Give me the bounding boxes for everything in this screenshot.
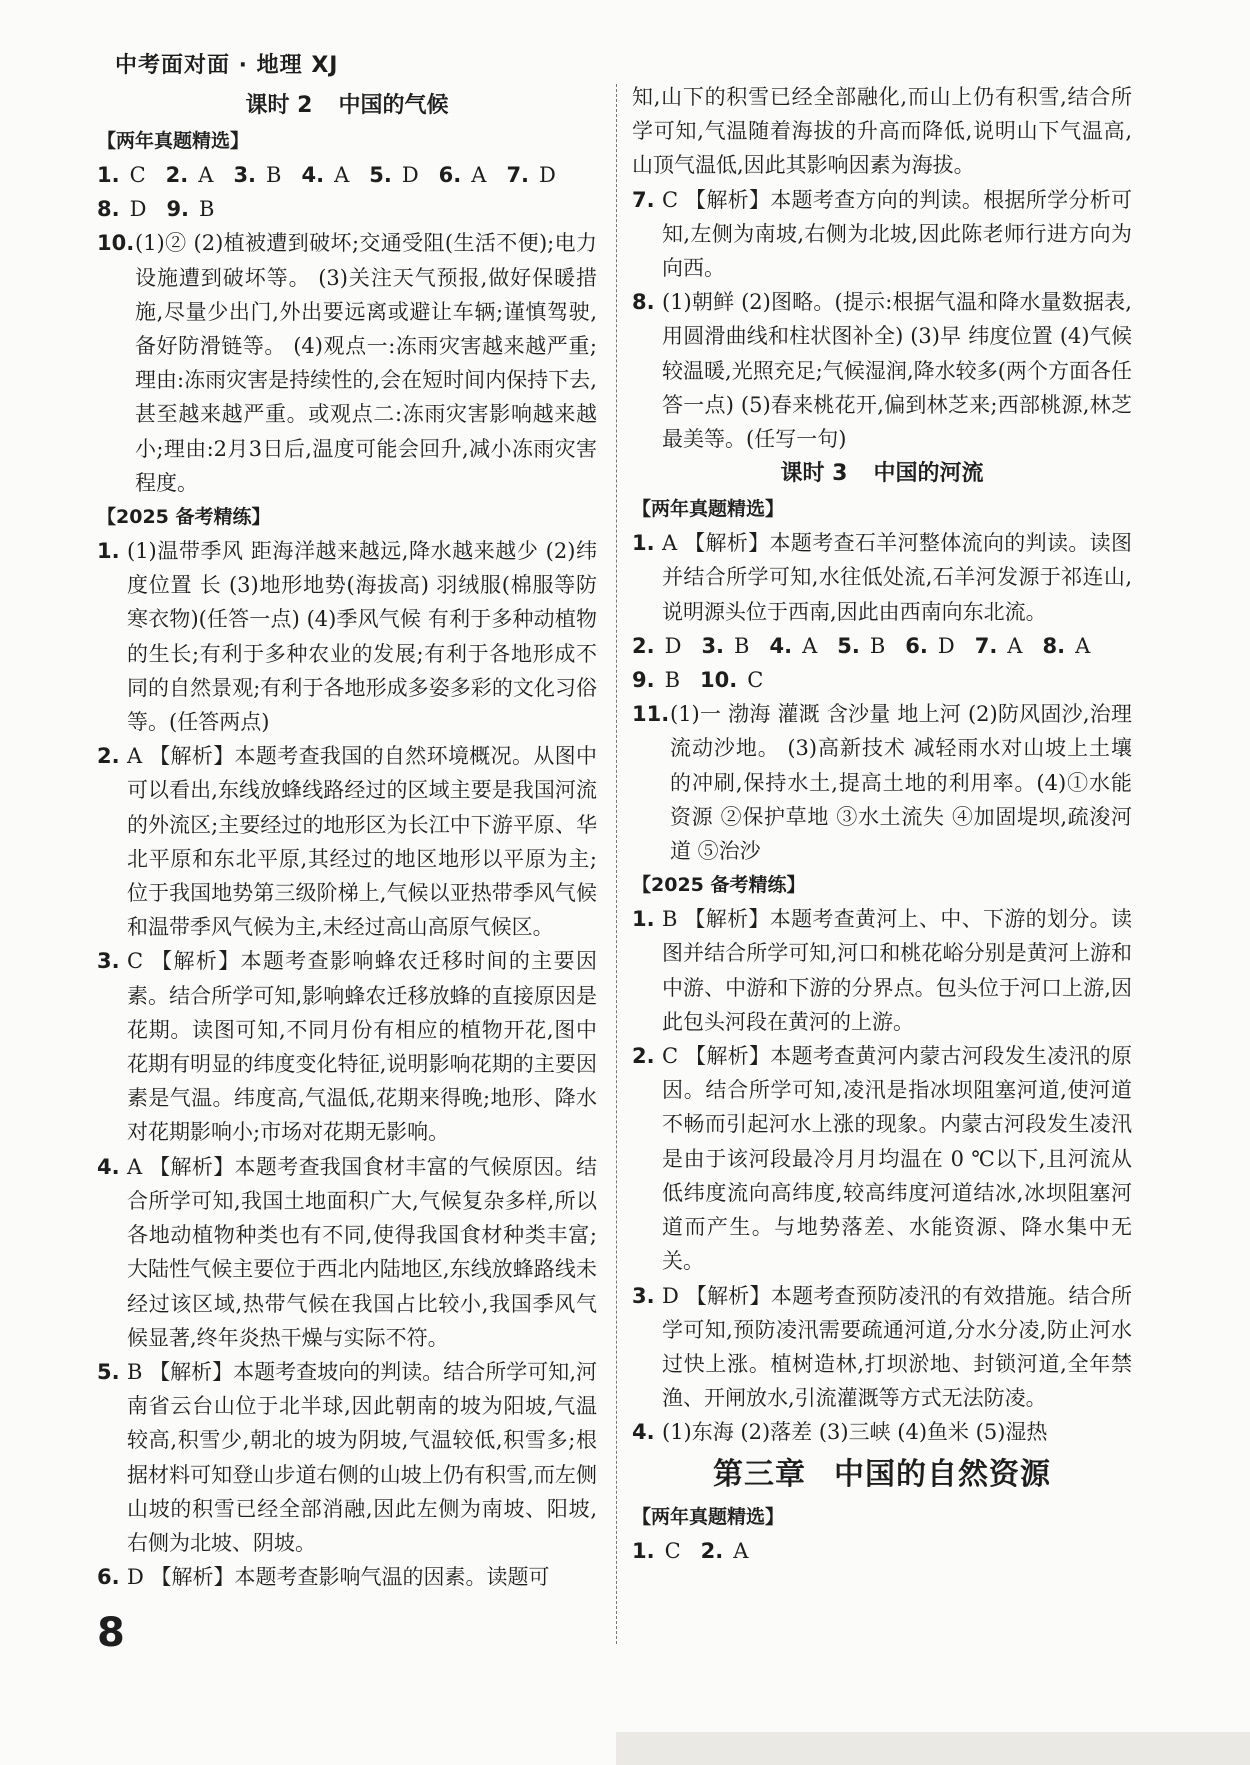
question-number: 3. <box>97 949 120 974</box>
answer-item: 7. D <box>506 163 556 187</box>
section-badge-practice: 【2025 备考精练】 <box>97 506 271 529</box>
column-divider <box>616 84 617 1644</box>
answer-item: 2. A <box>700 1538 749 1563</box>
answer-item: 5. B <box>837 633 886 658</box>
section-badge-past-exams: 【两年真题精选】 <box>97 130 250 152</box>
question-number: 1. <box>632 531 655 556</box>
question-number: 6. <box>97 1565 120 1590</box>
lesson-3-title <box>632 456 1132 492</box>
answer-text: (1)东海 (2)落差 (3)三峡 (4)鱼米 (5)湿热 <box>662 1420 1048 1445</box>
section-badge-past-exams: 【两年真题精选】 <box>632 498 785 521</box>
answer-item: 4. A <box>301 163 350 187</box>
question-number: 7. <box>632 187 655 212</box>
practice-question <box>632 285 1132 456</box>
question-number: 2. <box>97 744 120 769</box>
chapter-3-number: 第三章 <box>713 1456 806 1492</box>
answer-list <box>97 192 597 226</box>
answer-list <box>97 158 597 192</box>
answer-item: 6. A <box>438 163 487 187</box>
answer-text: B 【解析】本题考查坡向的判读。结合所学可知,河南省云台山位于北半球,因此朝南的坡为阳坡,气温较高,积雪少,朝北的坡为阴坡,气温较低,积雪多;根据材料可知登山步道右侧的山坡上仍有积雪,而左侧山坡的积雪已经全部消融,因此左侧为南坡、阳坡,右侧为北坡、阴坡。 <box>127 1359 597 1555</box>
practice-question <box>632 1039 1132 1278</box>
practice-question <box>97 944 597 1149</box>
answer-item: 7. A <box>974 633 1023 658</box>
answer-text: A 【解析】本题考查石羊河整体流向的判读。读图并结合所学可知,水往低处流,石羊河发源于祁连山,说明源头位于西南,因此由西南向东北流。 <box>662 531 1132 624</box>
practice-question <box>632 183 1132 286</box>
practice-question <box>97 739 597 944</box>
practice-question <box>97 1150 597 1355</box>
answer-text: D 【解析】本题考查影响气温的因素。读题可 <box>127 1565 550 1590</box>
question-number: 4. <box>632 1420 655 1445</box>
practice-question <box>632 1415 1132 1449</box>
page-number: 8 <box>97 1610 125 1656</box>
question-number: 8. <box>632 290 655 315</box>
question-number: 1. <box>632 907 655 932</box>
lesson-2-title <box>97 88 597 124</box>
answer-item: 9. B <box>166 197 215 222</box>
right-column <box>632 80 1132 1568</box>
question-number: 10. <box>97 231 135 256</box>
answer-item: 1. C <box>632 1538 681 1563</box>
answer-text: (1)② (2)植被遭到破坏;交通受阻(生活不便);电力设施遭到破坏等。 (3)关注天气预报,做好保暖措施,尽量少出门,外出要远离或避让车辆;谨慎驾驶,备好防滑链等。 (4)观点一:冻雨灾害越来越严重;理由:冻雨灾害是持续性的,会在短时间内保持下去,甚至越来越严重。或观点二:冻雨灾害影响越来越小;理由:2月3日后,温度可能会回升,减小冻雨灾害程度。 <box>135 231 597 495</box>
answer-item: 6. D <box>905 633 955 658</box>
question-number: 4. <box>97 1154 120 1179</box>
exam-question <box>632 526 1132 629</box>
answer-item: 4. A <box>769 633 818 658</box>
answer-item: 2. A <box>165 163 214 187</box>
answer-item: 1. C <box>97 163 146 187</box>
lesson-3-number: 课时 3 <box>780 461 848 487</box>
exam-question <box>632 697 1132 868</box>
practice-question <box>97 534 597 739</box>
left-column <box>97 88 597 1594</box>
answer-text: C 【解析】本题考查方向的判读。根据所学分析可知,左侧为南坡,右侧为北坡,因此陈老师行进方向为向西。 <box>662 187 1132 281</box>
question-number: 5. <box>97 1359 120 1384</box>
answer-item: 2. D <box>632 633 682 658</box>
question-number: 3. <box>632 1283 655 1308</box>
section-badge-past-exams: 【两年真题精选】 <box>632 1505 785 1528</box>
answer-text: (1)温带季风 距海洋越来越远,降水越来越少 (2)纬度位置 长 (3)地形地势(海拔高) 羽绒服(棉服等防寒衣物)(任答一点) (4)季风气候 有利于多种动植物的生长;有利于多种农业的发展;有利于各地形成不同的自然景观;有利于各地形成多姿多彩的文化习俗等。(任答两点) <box>127 539 597 735</box>
answer-text: C 【解析】本题考查影响蜂农迁移时间的主要因素。结合所学可知,影响蜂农迁移放蜂的直接原因是花期。读图可知,不同月份有相应的植物开花,图中花期有明显的纬度变化特征,说明影响花期的主要因素是气温。纬度高,气温低,花期来得晚;地形、降水对花期影响小;市场对花期无影响。 <box>127 949 597 1145</box>
answer-list <box>632 663 1132 697</box>
lesson-3-name: 中国的河流 <box>873 461 984 487</box>
answer-list <box>632 629 1132 663</box>
question-number: 11. <box>632 702 670 727</box>
answer-text: D 【解析】本题考查预防凌汛的有效措施。结合所学可知,预防凌汛需要疏通河道,分水分凌,防止河水过快上涨。植树造林,打坝淤地、封锁河道,全年禁渔、开闸放水,引流灌溉等方式无法防凌。 <box>662 1283 1132 1411</box>
answer-item: 10. C <box>700 668 764 693</box>
answer-item: 5. D <box>369 163 419 187</box>
answer-text: C 【解析】本题考查黄河内蒙古河段发生凌汛的原因。结合所学可知,凌汛是指冰坝阻塞河道,使河道不畅而引起河水上涨的现象。内蒙古河段发生凌汛是由于该河段最冷月月均温在 0 ℃以下,且河流从低纬度流向高纬度,较高纬度河道结冰,冰坝阻塞河道而产生。与地势落差、水能资源、降水集中无关。 <box>662 1044 1132 1274</box>
lesson-2-name: 中国的气候 <box>338 93 449 118</box>
practice-question <box>97 1355 597 1560</box>
answer-text: B 【解析】本题考查黄河上、中、下游的划分。读图并结合所学可知,河口和桃花峪分别是黄河上游和中游、中游和下游的分界点。包头位于河口上游,因此包头河段在黄河的上游。 <box>662 907 1132 1034</box>
practice-question <box>632 1279 1132 1416</box>
question-number: 1. <box>97 539 120 564</box>
practice-question <box>632 902 1132 1039</box>
answer-text: 知,山下的积雪已经全部融化,而山上仍有积雪,结合所学可知,气温随着海拔的升高而降低,说明山下气温高,山顶气温低,因此其影响因素为海拔。 <box>632 85 1132 178</box>
chapter-3-title <box>632 1450 1132 1500</box>
answer-item: 3. B <box>701 633 750 658</box>
answer-item: 8. D <box>97 197 147 222</box>
lesson-2-number: 课时 2 <box>245 93 313 118</box>
answer-item: 8. A <box>1042 633 1091 658</box>
question-number: 2. <box>632 1044 655 1069</box>
continuation-text <box>632 80 1132 183</box>
chapter-3-name: 中国的自然资源 <box>834 1456 1051 1492</box>
answer-list <box>632 1534 1132 1568</box>
answer-text: A 【解析】本题考查我国的自然环境概况。从图中可以看出,东线放蜂线路经过的区域主要是我国河流的外流区;主要经过的地形区为长江中下游平原、华北平原和东北平原,其经过的地区地形以平原为主;位于我国地势第三级阶梯上,气候以亚热带季风气候和温带季风气候为主,未经过高山高原气候区。 <box>127 744 597 940</box>
question-10 <box>97 226 597 500</box>
answer-item: 9. B <box>632 668 681 693</box>
footer-band <box>616 1732 1250 1765</box>
section-badge-practice: 【2025 备考精练】 <box>632 874 806 897</box>
answer-text: (1)朝鲜 (2)图略。(提示:根据气温和降水量数据表,用圆滑曲线和柱状图补全) (3)早 纬度位置 (4)气候较温暖,光照充足;气候湿润,降水较多(两个方面各任答一点) (5)春来桃花开,偏到林芝来;西部桃源,林芝最美等。(任写一句) <box>662 290 1132 452</box>
answer-item: 3. B <box>233 163 282 187</box>
header-title: 中考面对面 · 地理 XJ <box>115 53 339 78</box>
answer-text: (1)一 渤海 灌溉 含沙量 地上河 (2)防风固沙,治理流动沙地。 (3)高新技术 减轻雨水对山坡上土壤的冲刷,保持水土,提高土地的利用率。(4)①水能资源 ②保护草地 ③水土流失 ④加固堤坝,疏浚河道 ⑤治沙 <box>670 702 1132 864</box>
practice-question <box>97 1560 597 1594</box>
answer-text: A 【解析】本题考查我国食材丰富的气候原因。结合所学可知,我国土地面积广大,气候复杂多样,所以各地动植物种类也有不同,使得我国食材种类丰富;大陆性气候主要位于西北内陆地区,东线放蜂路线未经过该区域,热带气候在我国占比较小,我国季风气候显著,终年炎热干燥与实际不符。 <box>127 1154 597 1350</box>
